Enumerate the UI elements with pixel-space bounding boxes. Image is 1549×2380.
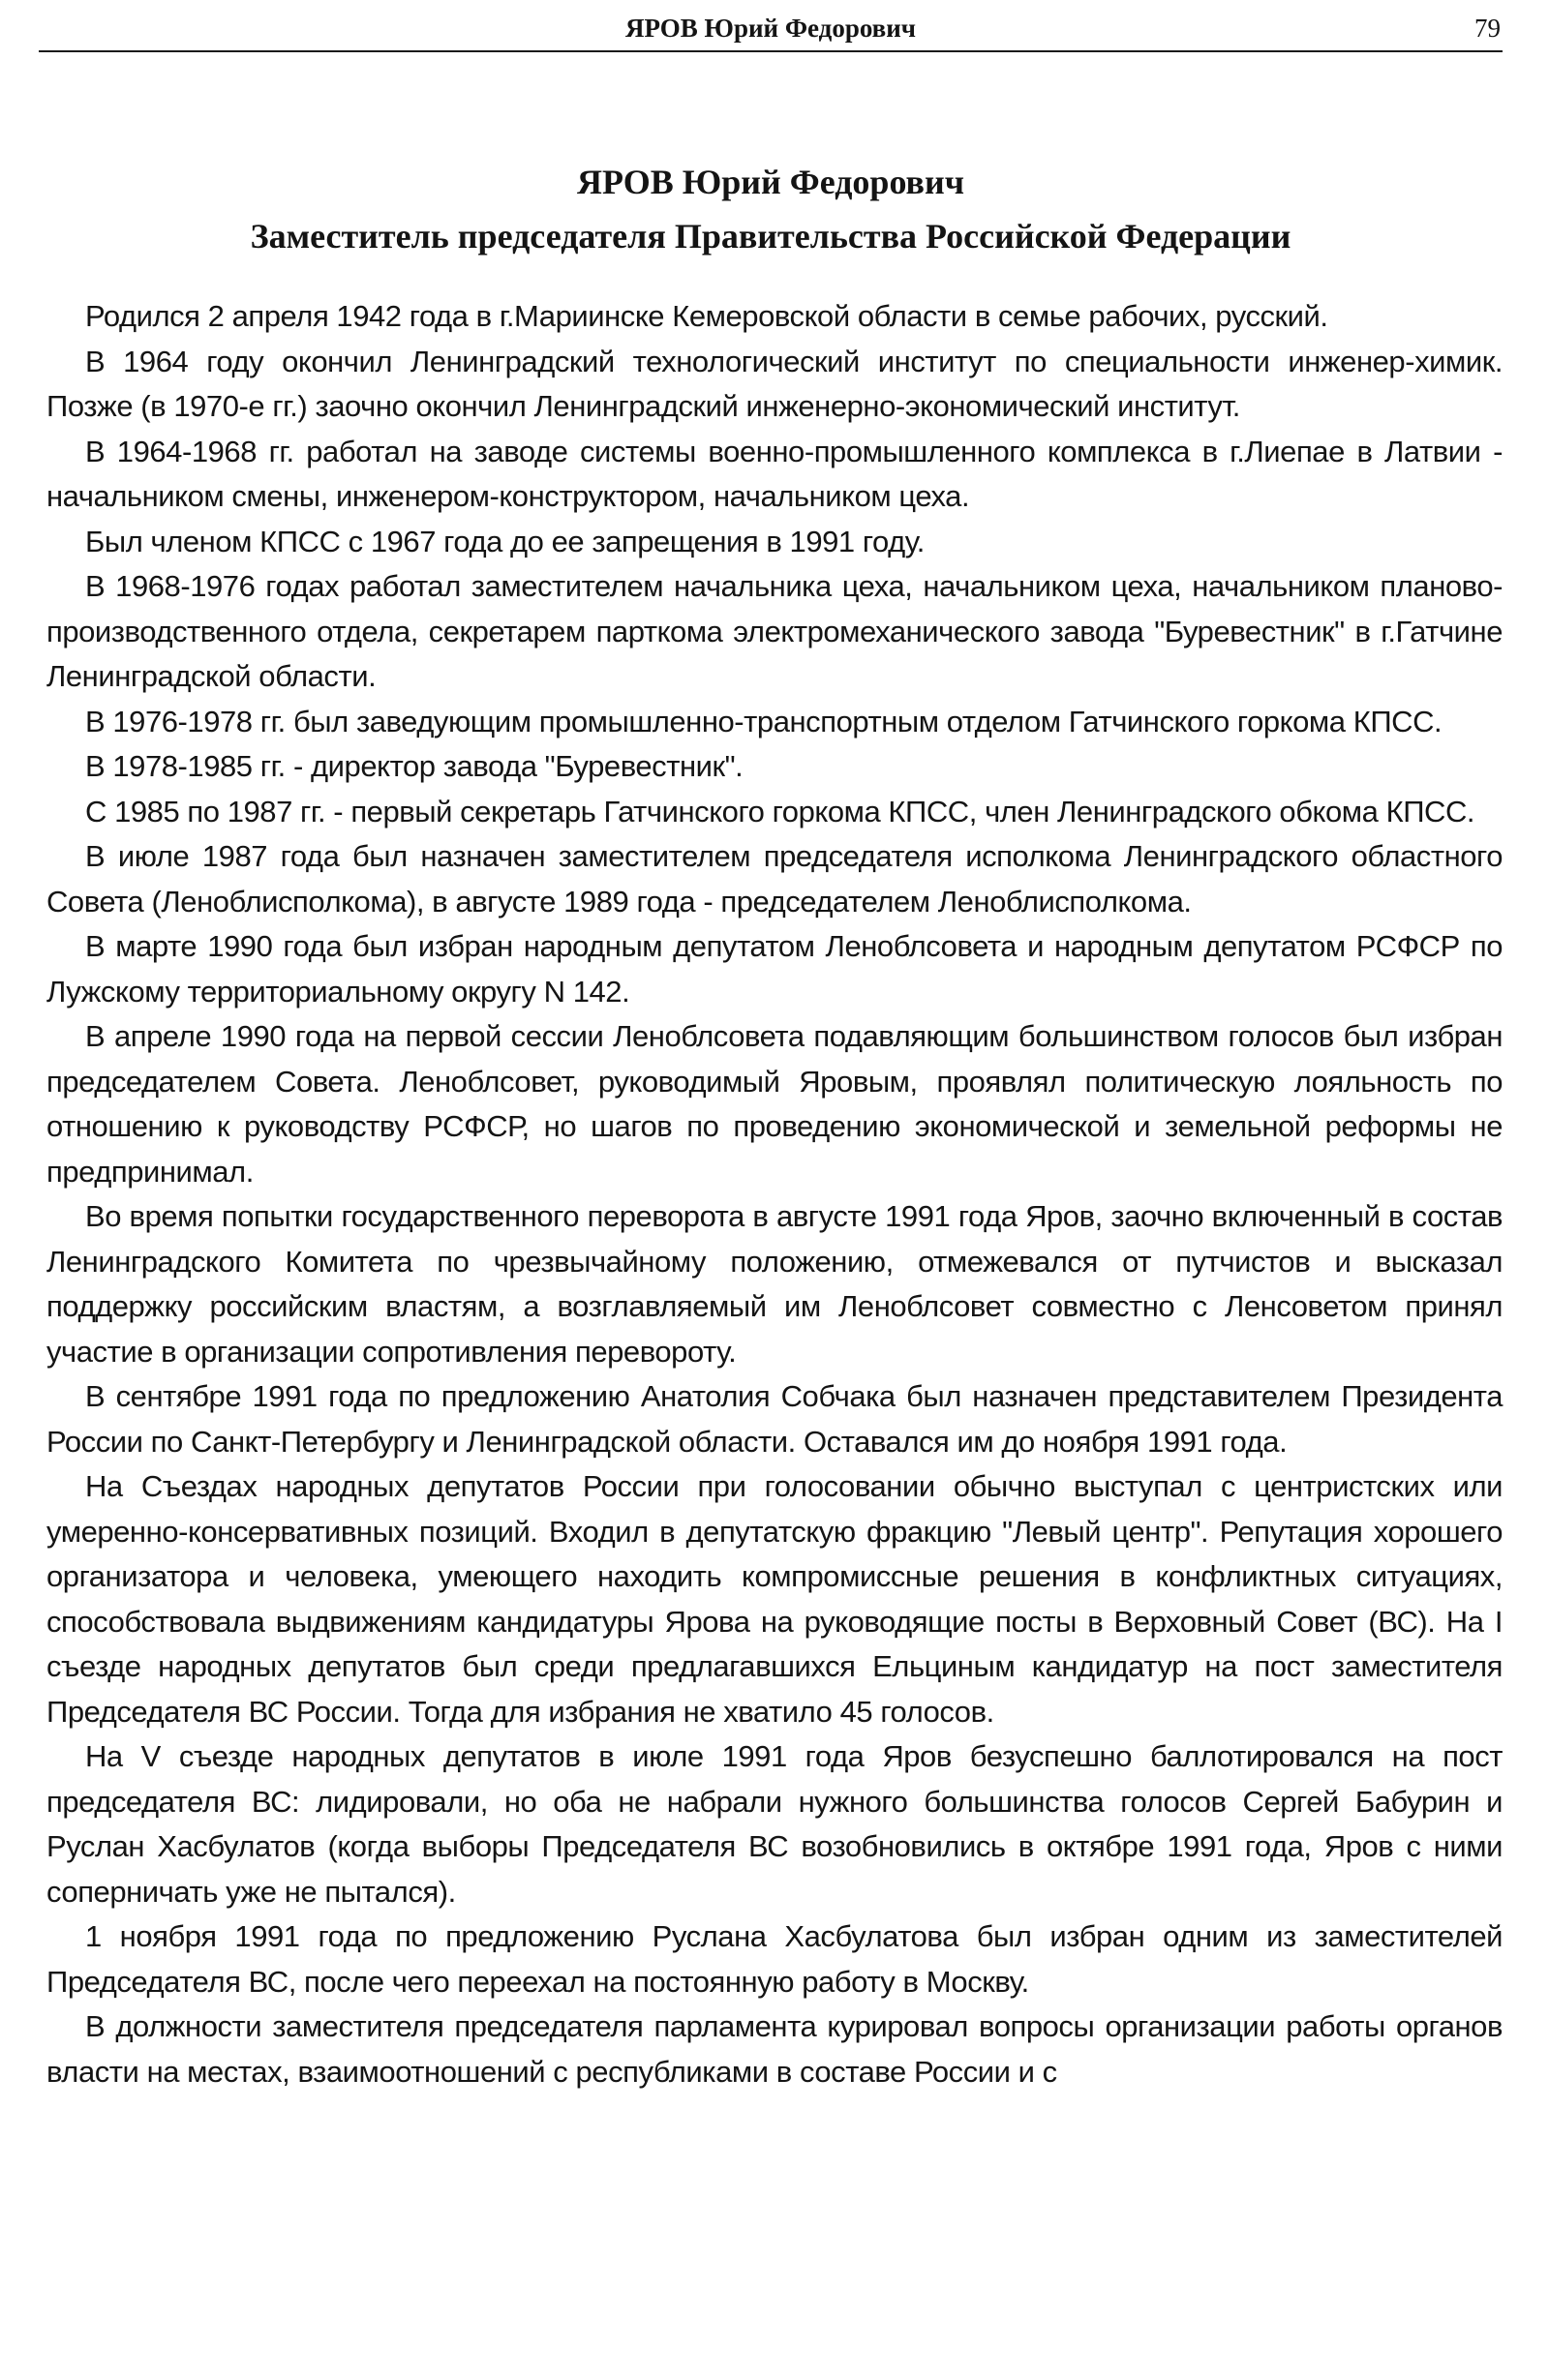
paragraph: В 1968-1976 годах работал заместителем начальника цеха, начальником цеха, начальником планово-производственного отдела, секретарем парткома электромеханического завода "Буревестник" в г.Гатчине Ленинградской области.: [46, 569, 1503, 693]
paragraph: На Съездах народных депутатов России при голосовании обычно выступал с центристских или умеренно-консервативных позиций. Входил в депутатскую фракцию "Левый центр". Репутация хорошего организатора и человека, умеющего находить компромиссные решения в конфликтных ситуациях, способствовала выдвижениям кандидатуры Ярова на руководящие посты в Верховный Совет (ВС). На I съезде народных депутатов был среди предлагавшихся Ельциным кандидатур на пост заместителя Председателя ВС России. Тогда для избрания не хватило 45 голосов.: [46, 1469, 1503, 1729]
paragraph: На V съезде народных депутатов в июле 1991 года Яров безуспешно баллотировался на пост председателя ВС: лидировали, но оба не набрали нужного большинства голосов Сергей Бабурин и Руслан Хасбулатов (когда выборы Председателя ВС возобновились в октябре 1991 года, Яров с ними соперничать уже не пытался).: [46, 1739, 1503, 1909]
paragraph: В марте 1990 года был избран народным депутатом Леноблсовета и народным депутатом РСФСР по Лужскому территориальному округу N 142.: [46, 929, 1503, 1009]
article-title: ЯРОВ Юрий Федорович: [576, 163, 965, 201]
article-header: [39, 155, 1503, 263]
paragraph: В 1976-1978 гг. был заведующим промышленно-транспортным отделом Гатчинского горкома КПСС.: [85, 704, 1443, 738]
paragraph: Во время попытки государственного переворота в августе 1991 года Яров, заочно включенный в состав Ленинградского Комитета по чрезвычайному положению, отмежевался от путчистов и высказал поддержку российским властям, а возглавляемый им Леноблсовет совместно с Ленсоветом принял участие в организации сопротивления перевороту.: [46, 1199, 1503, 1369]
paragraph: В должности заместителя председателя парламента курировал вопросы организации работы органов власти на местах, взаимоотношений с республиками в составе России и с: [46, 2009, 1503, 2089]
paragraph: С 1985 по 1987 гг. - первый секретарь Гатчинского горкома КПСС, член Ленинградского обкома КПСС.: [85, 794, 1475, 828]
paragraph: В 1964-1968 гг. работал на заводе системы военно-промышленного комплекса в г.Лиепае в Латвии - начальником смены, инженером-конструктором, начальником цеха.: [46, 434, 1503, 513]
paragraph: Был членом КПСС с 1967 года до ее запрещения в 1991 году.: [85, 524, 925, 558]
paragraph: В апреле 1990 года на первой сессии Леноблсовета подавляющим большинством голосов был избран председателем Совета. Леноблсовет, руководимый Яровым, проявлял политическую лояльность по отношению к руководству РСФСР, но шагов по проведению экономической и земельной реформы не предпринимал.: [46, 1019, 1503, 1189]
page-number: 79: [1474, 14, 1501, 43]
paragraph: В июле 1987 года был назначен заместителем председателя исполкома Ленинградского областного Совета (Леноблисполкома), в августе 1989 года - председателем Леноблисполкома.: [46, 839, 1503, 919]
paragraph: В 1978-1985 гг. - директор завода "Буревестник".: [85, 749, 744, 783]
paragraph: Родился 2 апреля 1942 года в г.Мариинске Кемеровской области в семье рабочих, русский.: [85, 299, 1328, 333]
paragraph: В 1964 году окончил Ленинградский технологический институт по специальности инженер-химик. Позже (в 1970-е гг.) заочно окончил Ленинградский инженерно-экономический институт.: [46, 344, 1503, 423]
paragraph: 1 ноября 1991 года по предложению Руслана Хасбулатова был избран одним из заместителей Председателя ВС, после чего переехал на постоянную работу в Москву.: [46, 1919, 1503, 1999]
paragraph: В сентябре 1991 года по предложению Анатолия Собчака был назначен представителем Президента России по Санкт-Петербургу и Ленинградской области. Оставался им до ноября 1991 года.: [46, 1379, 1503, 1459]
article-body: [46, 294, 1503, 2094]
running-header: [39, 10, 1503, 52]
article-subtitle: Заместитель председателя Правительства Российской Федерации: [250, 217, 1291, 256]
running-header-title: ЯРОВ Юрий Федорович: [624, 14, 917, 43]
